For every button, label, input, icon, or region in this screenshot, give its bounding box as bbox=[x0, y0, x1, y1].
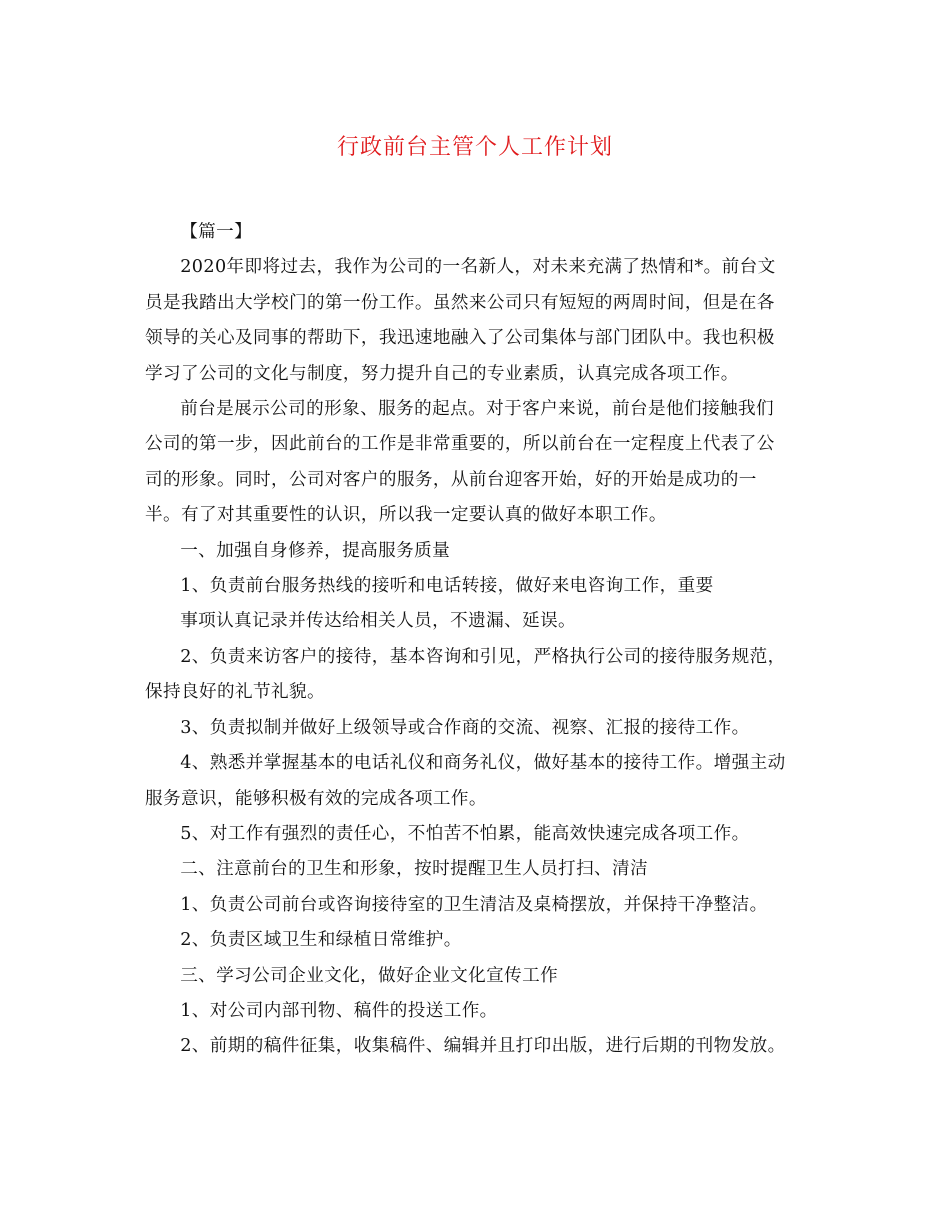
text-line: 2、负责来访客户的接待，基本咨询和引见，严格执行公司的接待服务规范， bbox=[180, 646, 786, 667]
text-line: 2、负责区域卫生和绿植日常维护。 bbox=[180, 930, 462, 951]
section-heading: 【篇一】 bbox=[180, 222, 253, 242]
text-line: 公司的第一步，因此前台的工作是非常重要的，所以前台在一定程度上代表了公 bbox=[145, 434, 775, 455]
text-line: 5、对工作有强烈的责任心，不怕苦不怕累，能高效快速完成各项工作。 bbox=[180, 823, 750, 844]
text-line: 学习了公司的文化与制度，努力提升自己的专业素质，认真完成各项工作。 bbox=[145, 363, 739, 384]
list-item bbox=[145, 640, 810, 711]
list-item bbox=[145, 569, 810, 604]
heading-item-2 bbox=[145, 852, 810, 887]
text-line: 二、注意前台的卫生和形象，按时提醒卫生人员打扫、清洁 bbox=[180, 859, 649, 880]
text-line: 保持良好的礼节礼貌。 bbox=[145, 682, 325, 703]
text-line: 1、对公司内部刊物、稿件的投送工作。 bbox=[180, 1000, 498, 1021]
heading-item-1 bbox=[145, 534, 810, 569]
text-line: 司的形象。同时，公司对客户的服务，从前台迎客开始，好的开始是成功的一 bbox=[145, 469, 757, 490]
text-line: 4、熟悉并掌握基本的电话礼仪和商务礼仪，做好基本的接待工作。增强主动 bbox=[180, 753, 786, 774]
text-line: 员是我踏出大学校门的第一份工作。虽然来公司只有短短的两周时间，但是在各 bbox=[145, 292, 775, 313]
text-line: 2020年即将过去，我作为公司的一名新人，对未来充满了热情和*。前台文 bbox=[180, 257, 776, 278]
document-body bbox=[145, 215, 810, 1065]
document-title: 行政前台主管个人工作计划 bbox=[336, 135, 613, 160]
text-line: 一、加强自身修养，提高服务质量 bbox=[180, 540, 451, 561]
text-line: 半。有了对其重要性的认识，所以我一定要认真的做好本职工作。 bbox=[145, 505, 667, 526]
text-line: 事项认真记录并传达给相关人员，不遗漏、延误。 bbox=[180, 611, 577, 632]
text-line: 三、学习公司企业文化，做好企业文化宣传工作 bbox=[180, 965, 559, 986]
text-line: 服务意识，能够积极有效的完成各项工作。 bbox=[145, 788, 487, 809]
list-item bbox=[145, 746, 810, 817]
text-line: 3、负责拟制并做好上级领导或合作商的交流、视察、汇报的接待工作。 bbox=[180, 717, 750, 738]
text-line: 1、负责公司前台或咨询接待室的卫生清洁及桌椅摆放，并保持干净整洁。 bbox=[180, 894, 768, 915]
text-line: 2、前期的稿件征集，收集稿件、编辑并且打印出版，进行后期的刊物发放。 bbox=[180, 1036, 786, 1057]
list-item bbox=[145, 994, 810, 1029]
list-item-continuation bbox=[145, 604, 810, 639]
heading-item-3 bbox=[145, 959, 810, 994]
text-line: 领导的关心及同事的帮助下，我迅速地融入了公司集体与部门团队中。我也积极 bbox=[145, 328, 775, 349]
list-item bbox=[145, 817, 810, 852]
paragraph-intro bbox=[145, 250, 810, 392]
paragraph-front-desk bbox=[145, 392, 810, 534]
text-line: 前台是展示公司的形象、服务的起点。对于客户来说，前台是他们接触我们 bbox=[180, 399, 774, 420]
list-item bbox=[145, 1029, 810, 1064]
list-item bbox=[145, 888, 810, 923]
list-item bbox=[145, 711, 810, 746]
text-line: 1、负责前台服务热线的接听和电话转接，做好来电咨询工作，重要 bbox=[180, 576, 714, 597]
list-item bbox=[145, 923, 810, 958]
